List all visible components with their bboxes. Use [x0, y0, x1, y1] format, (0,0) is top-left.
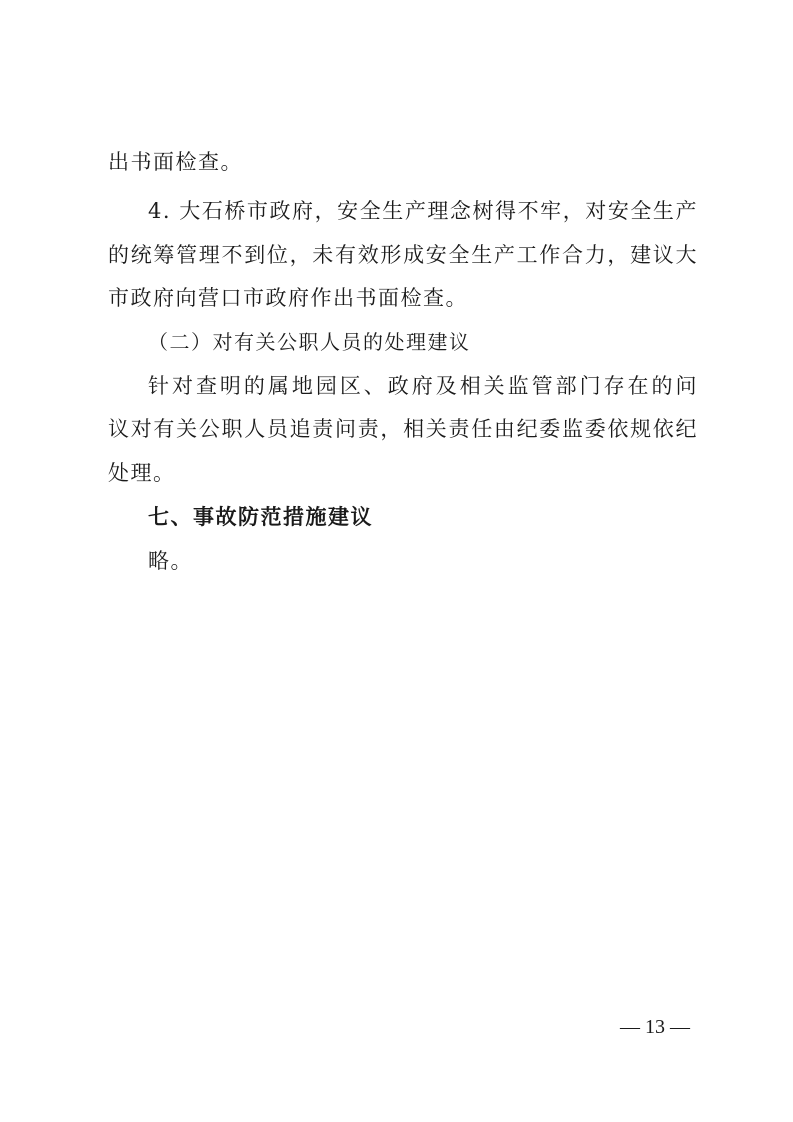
paragraph-line-10: 略。 [148, 549, 193, 573]
paragraph-line-2: 4. 大石桥市政府，安全生产理念树得不牢，对安全生产 [148, 199, 698, 223]
subsection-heading: （二）对有关公职人员的处理建议 [148, 330, 471, 354]
paragraph-line-8: 处理。 [108, 461, 176, 485]
paragraph-line-3: 的统筹管理不到位，未有效形成安全生产工作合力，建议大 [108, 243, 698, 267]
paragraph-line-4: 市政府向营口市政府作出书面检查。 [108, 286, 468, 310]
section-heading: 七、事故防范措施建议 [148, 505, 373, 529]
paragraph-line-7: 议对有关公职人员追责问责，相关责任由纪委监委依规依纪 [108, 417, 698, 441]
paragraph-line-6: 针对查明的属地园区、政府及相关监管部门存在的问 [148, 374, 698, 398]
page-number: — 13 — [620, 1016, 690, 1038]
paragraph-line-1: 出书面检查。 [108, 150, 243, 174]
